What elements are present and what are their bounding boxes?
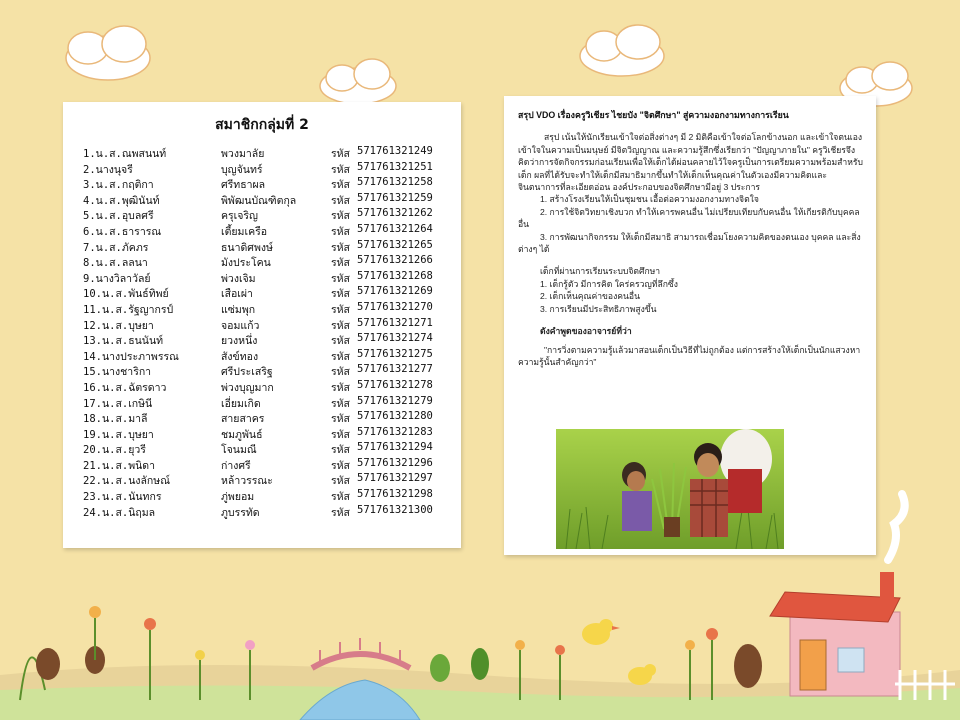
member-surname: เตี้ยมเครือ	[221, 225, 268, 238]
member-name: 19.น.ส.บุษยา	[83, 428, 154, 441]
member-row	[83, 410, 453, 426]
member-row	[83, 488, 453, 504]
member-name: 8.น.ส.ลลนา	[83, 257, 148, 270]
member-code-label: รหัส	[331, 225, 350, 238]
member-row	[83, 317, 453, 333]
member-surname: พวงมาลัย	[221, 148, 265, 160]
member-surname: พิพัฒนบัณฑิตกุล	[221, 194, 297, 207]
member-row	[83, 426, 453, 442]
member-row	[83, 254, 453, 270]
member-row	[83, 332, 453, 348]
member-name: 21.น.ส.พนิดา	[83, 459, 156, 472]
member-name: 12.น.ส.บุษยา	[83, 319, 154, 332]
member-row	[83, 348, 453, 364]
member-surname: มังประโคน	[221, 257, 271, 270]
member-row	[83, 223, 453, 239]
summary-paragraph: สรุป เน้นให้นักเรียนเข้าใจต่อสิ่งต่างๆ มี 2 มิติคือเข้าใจต่อโลกข้างนอก และเข้าใจตนเองเข้าใจในความเป็นมนุษย์ มีจิตวิญญาณ และความรู้สึกซึ่งเรียกว่า "ปัญญาภายใน" ครูวิเชียรจึงคิดว่าการจัดกิจกรรมก่อนเรียนเพื่อให้เด็กได้ผ่อนคลายไว้ใจครูเป็นการเตรียมความพร้อมสำหรับเด็ก ผลที่ได้รับจะทำให้เด็กมีสมาธิมากขึ้นทำให้เด็กเห็นคุณค่าในตัวเองมีความคิดและจินตนาการที่ละเอียดอ่อน องค์ประกอบของจิตศึกษามีอยู่ 3 ประการ	[518, 132, 863, 193]
member-code-label: รหัส	[331, 397, 350, 410]
member-surname: ชมภูพันธ์	[221, 428, 263, 441]
member-code: 571761321268	[357, 269, 433, 282]
member-name: 10.น.ส.พันธ์ทิพย์	[83, 288, 169, 301]
member-row	[83, 285, 453, 301]
member-surname: ธนาดิศพงษ์	[221, 241, 273, 254]
member-row	[83, 176, 453, 192]
cloud-icon	[66, 26, 150, 80]
member-name: 6.น.ส.ธารารณ	[83, 225, 162, 238]
member-name: 18.น.ส.มาลี	[83, 413, 148, 426]
member-code-label: รหัส	[331, 350, 350, 363]
member-code-label: รหัส	[331, 288, 350, 301]
member-surname: โจนมณี	[221, 444, 257, 457]
bird-icon	[582, 619, 620, 645]
member-row	[83, 192, 453, 208]
member-name: 13.น.ส.ธนนันท์	[83, 335, 164, 348]
member-surname: แซ่มพุก	[221, 303, 256, 316]
member-name: 15.นางชาริกา	[83, 366, 152, 379]
member-code: 571761321296	[357, 456, 433, 469]
component-item: 1. สร้างโรงเรียนให้เป็นชุมชน เอื้อต่อความงอกงามทางจิตใจ	[540, 194, 759, 205]
quote-text: "การวิ่งตามความรู้แล้วมาสอนเด็กเป็นวิธีที่ไม่ถูกต้อง แต่การสร้างให้เด็กเป็นนักแสวงหาความรู้นั้นสำคัญกว่า"	[518, 344, 861, 367]
members-list	[83, 145, 453, 519]
member-code: 571761321264	[357, 222, 433, 235]
member-code-label: รหัส	[331, 413, 350, 426]
member-code-label: รหัส	[331, 491, 350, 504]
member-code: 571761321300	[357, 503, 433, 516]
members-title: สมาชิกกลุ่มที่ 2	[215, 117, 309, 133]
member-surname: จอมแก้ว	[221, 319, 260, 332]
cloud-icon	[580, 25, 664, 76]
member-code: 571761321271	[357, 316, 433, 329]
member-code-label: รหัส	[331, 366, 350, 379]
bird-icon	[628, 664, 656, 685]
member-surname: สังข์ทอง	[221, 350, 259, 363]
member-surname: พ่วงเจิม	[221, 272, 256, 285]
member-name: 23.น.ส.นันทกร	[83, 491, 162, 504]
component-item: 2. การใช้จิตวิทยาเชิงบวก ทำให้เคารพคนอื่น ไม่เปรียบเทียบกับคนอื่น ให้เกียรติกับบุคคลอื่น	[518, 206, 860, 230]
member-name: 2.นางนุจรี	[83, 163, 133, 176]
member-name: 5.น.ส.อุบลศรี	[83, 210, 154, 223]
member-code: 571761321274	[357, 332, 433, 345]
member-row	[83, 441, 453, 457]
member-surname: สายสาคร	[221, 413, 265, 426]
member-surname: เอี่ยมเกิด	[221, 397, 261, 410]
outcome-item: 2. เด็กเห็นคุณค่าของคนอื่น	[540, 291, 640, 302]
member-code: 571761321297	[357, 472, 433, 485]
member-surname: ศรีทธาผล	[221, 179, 266, 192]
member-name: 11.น.ส.รัฐญากรป์	[83, 303, 174, 316]
member-row	[83, 379, 453, 395]
summary-text	[518, 109, 864, 368]
member-code-label: รหัส	[331, 272, 350, 285]
quote-title: ดังคำพูดของอาจารย์ที่ว่า	[540, 326, 632, 337]
member-surname: หล้าวรรณะ	[221, 475, 273, 488]
member-code-label: รหัส	[331, 257, 350, 270]
member-code: 571761321283	[357, 425, 433, 438]
member-code: 571761321258	[357, 176, 433, 189]
member-surname: ก่างศรี	[221, 459, 251, 472]
member-name: 24.น.ส.นิฤมล	[83, 506, 156, 519]
member-surname: พ่วงบุญมาก	[221, 381, 274, 394]
member-name: 22.น.ส.นงลักษณ์	[83, 475, 170, 488]
member-surname: เสือเผ่า	[221, 288, 253, 301]
member-code-label: รหัส	[331, 163, 350, 176]
member-code: 571761321278	[357, 378, 433, 391]
cloud-icon	[320, 59, 396, 104]
member-name: 20.น.ส.ยุวรี	[83, 444, 146, 457]
member-surname: ภูบรรทัด	[221, 506, 260, 519]
member-code: 571761321298	[357, 488, 433, 501]
member-code-label: รหัส	[331, 335, 350, 348]
member-code: 571761321249	[357, 145, 433, 157]
member-code: 571761321251	[357, 160, 433, 173]
member-row	[83, 270, 453, 286]
member-code-label: รหัส	[331, 303, 350, 316]
member-code-label: รหัส	[331, 459, 350, 472]
member-code-label: รหัส	[331, 428, 350, 441]
members-card	[63, 102, 461, 548]
summary-heading: สรุป VDO เรื่องครูวิเชียร ไชยบัง "จิตศึกษา" สู่ความงอกงามทางการเรียน	[518, 110, 789, 120]
member-code: 571761321275	[357, 347, 433, 360]
member-surname: บุญจันทร์	[221, 163, 263, 176]
member-code: 571761321259	[357, 191, 433, 204]
member-name: 3.น.ส.กฤติกา	[83, 179, 154, 192]
member-code: 571761321266	[357, 254, 433, 267]
member-code-label: รหัส	[331, 179, 350, 192]
outcome-item: 3. การเรียนมีประสิทธิภาพสูงขึ้น	[540, 303, 657, 314]
member-code: 571761321262	[357, 207, 433, 220]
member-row	[83, 395, 453, 411]
member-code: 571761321277	[357, 363, 433, 376]
member-name: 1.น.ส.ณพสนนท์	[83, 148, 167, 160]
member-code-label: รหัส	[331, 241, 350, 254]
member-code: 571761321294	[357, 441, 433, 454]
member-name: 14.นางประภาพรรณ	[83, 350, 179, 363]
member-code-label: รหัส	[331, 148, 350, 160]
member-name: 9.นางวิลาวัลย์	[83, 272, 151, 285]
member-name: 16.น.ส.ฉัตรดาว	[83, 381, 167, 394]
outcomes-title: เด็กที่ผ่านการเรียนระบบจิตศึกษา	[540, 266, 661, 277]
member-code: 571761321265	[357, 238, 433, 251]
member-code-label: รหัส	[331, 381, 350, 394]
member-row	[83, 239, 453, 255]
member-name: 4.น.ส.พุฒินันท์	[83, 194, 160, 207]
member-row	[83, 457, 453, 473]
member-surname: ศรีประเสริฐ	[221, 366, 273, 379]
member-surname: ครุเจริญ	[221, 210, 258, 223]
member-row	[83, 472, 453, 488]
member-surname: ยวงหนึ่ง	[221, 335, 258, 348]
member-name: 17.น.ส.เกษินี	[83, 397, 153, 410]
member-row	[83, 363, 453, 379]
outcome-item: 1. เด็กรู้ตัว มีการคิด ใคร่ครวญที่ลึกซึ้ง	[540, 278, 678, 289]
member-row	[83, 207, 453, 223]
member-code-label: รหัส	[331, 319, 350, 332]
member-code: 571761321280	[357, 410, 433, 423]
member-code: 571761321270	[357, 300, 433, 313]
member-row	[83, 504, 453, 520]
member-row	[83, 301, 453, 317]
member-code-label: รหัส	[331, 194, 350, 207]
member-code: 571761321279	[357, 394, 433, 407]
member-code-label: รหัส	[331, 506, 350, 519]
component-item: 3. การพัฒนากิจกรรม ให้เด็กมีสมาธิ สามารถเชื่อมโยงความคิดของตนเอง บุคคล และสิ่งต่างๆ ได้	[518, 231, 861, 255]
member-surname: ภู่พยอม	[221, 491, 255, 504]
summary-card	[504, 96, 876, 555]
bridge	[312, 654, 410, 668]
member-code-label: รหัส	[331, 444, 350, 457]
member-code-label: รหัส	[331, 210, 350, 223]
member-code-label: รหัส	[331, 475, 350, 488]
member-code: 571761321269	[357, 285, 433, 298]
member-row	[83, 161, 453, 177]
member-row	[83, 145, 453, 161]
member-name: 7.น.ส.ภัคภร	[83, 241, 149, 254]
rice-field-photo	[556, 429, 784, 549]
